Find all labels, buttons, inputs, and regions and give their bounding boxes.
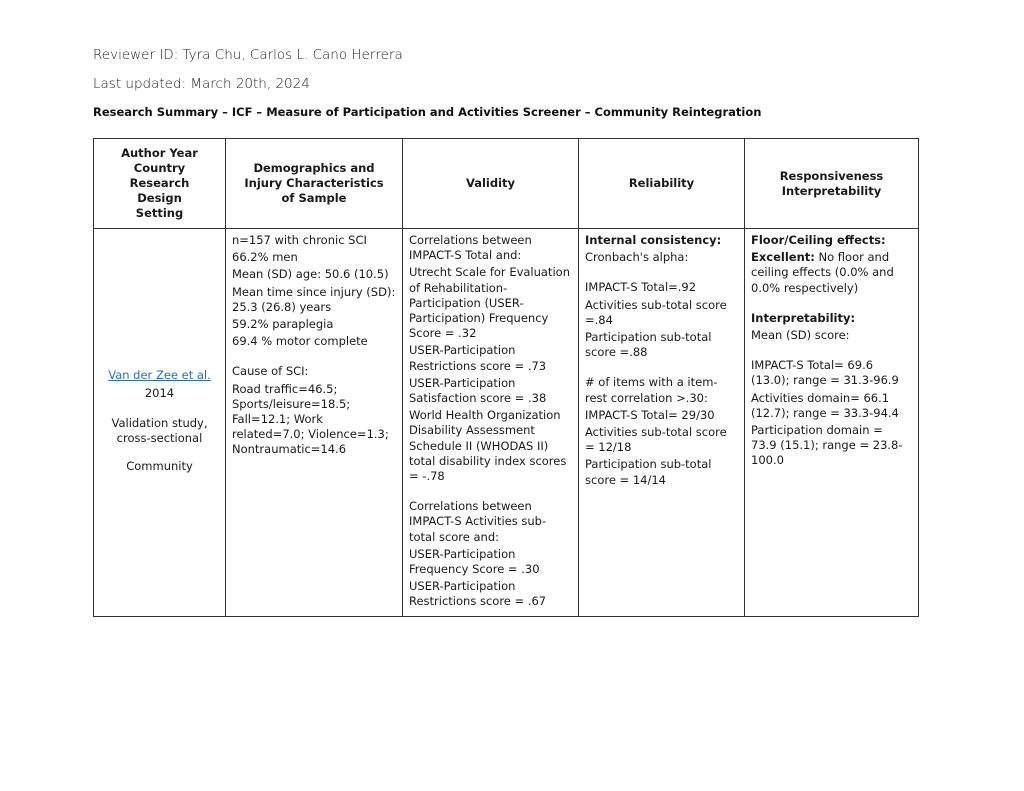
floor-ceiling-heading: Floor/Ceiling effects: <box>751 233 886 247</box>
item-rest-activities: Activities sub-total score = 12/18 <box>585 425 727 455</box>
item-rest-total: IMPACT-S Total= 29/30 <box>585 407 715 422</box>
reliability-heading: Internal consistency: <box>585 233 722 247</box>
reliability-total: IMPACT-S Total=.92 <box>585 280 697 295</box>
header-validity-line: Validity <box>465 176 516 190</box>
research-summary-table <box>93 138 919 617</box>
validity-intro: Correlations between IMPACT-S Activities sub-total score and: <box>409 499 547 544</box>
sample-size: n=157 with chronic SCI <box>232 233 367 247</box>
study-link[interactable]: Van der Zee et al. <box>108 368 211 383</box>
header-reliability-line: Reliability <box>628 176 695 190</box>
header-design-line: Design <box>137 191 182 205</box>
study-design <box>100 416 219 446</box>
header-sample-line: of Sample <box>281 191 347 205</box>
header-demographics-line: Demographics and <box>253 161 375 175</box>
study-design-line: Validation study, <box>111 415 208 430</box>
table-header-row <box>94 139 919 229</box>
validity-item: USER-Participation Satisfaction score = .38 <box>409 375 547 406</box>
excellent-label: Excellent: <box>751 250 815 265</box>
header-interpretability-line: Interpretability <box>781 183 882 198</box>
mean-age: Mean (SD) age: 50.6 (10.5) <box>232 267 389 282</box>
motor-complete-percent: 69.4 % motor complete <box>232 334 368 349</box>
interp-activities: Activities domain= 66.1 (12.7); range = 33.3-94.4 <box>751 390 899 420</box>
reviewer-id: Reviewer ID: Tyra Chu, Carlos L. Cano Herrera <box>93 47 403 63</box>
last-updated: Last updated: March 20th, 2024 <box>93 76 310 92</box>
responsiveness-cell <box>745 229 919 617</box>
item-rest-participation: Participation sub-total score = 14/14 <box>585 457 712 487</box>
validity-item: World Health Organization Disability Assessment Schedule II (WHODAS II) total disability index scores = -.78 <box>409 408 567 484</box>
validity-item: USER-Participation Frequency Score = .30 <box>409 546 540 577</box>
reliability-participation: Participation sub-total score =.88 <box>585 330 712 360</box>
item-rest-intro: # of items with a item-rest correlation >.30: <box>585 375 718 405</box>
reliability-cell <box>579 229 745 617</box>
time-since-injury: Mean time since injury (SD): 25.3 (26.8) years <box>232 284 396 314</box>
demographics-cell <box>226 229 403 617</box>
validity-cell <box>403 229 579 617</box>
table-row <box>94 229 919 617</box>
interp-participation: Participation domain = 73.9 (15.1); range = 23.8-100.0 <box>751 423 903 468</box>
percent-men: 66.2% men <box>232 250 298 265</box>
header-author <box>94 139 226 229</box>
floor-ceiling-result <box>751 250 912 296</box>
study-year: 2014 <box>144 385 175 400</box>
mean-score-label: Mean (SD) score: <box>751 328 850 343</box>
cause-list: Road traffic=46.5; Sports/leisure=18.5; Fall=12.1; Work related=7.0; Violence=1.3; Nontraumatic=14.6 <box>232 381 389 457</box>
header-country-line: Country <box>133 161 186 175</box>
header-author-line: Author Year <box>121 146 198 160</box>
author-cell <box>94 229 226 617</box>
cause-heading: Cause of SCI: <box>232 364 309 379</box>
validity-item: Utrecht Scale for Evaluation of Rehabilitation-Participation (USER-Participation) Frequency Score = .32 <box>409 265 570 341</box>
validity-item: USER-Participation Restrictions score = .67 <box>409 579 547 609</box>
header-setting-line: Setting <box>135 206 184 220</box>
header-responsiveness <box>745 139 919 229</box>
study-setting: Community <box>126 459 193 474</box>
study-design-line: cross-sectional <box>116 430 203 445</box>
reliability-activities: Activities sub-total score =.84 <box>585 297 727 327</box>
interpretability-heading: Interpretability: <box>751 310 856 325</box>
header-responsiveness-line: Responsiveness <box>779 168 884 183</box>
validity-item: USER-Participation Restrictions score = .73 <box>409 343 547 373</box>
header-research-line: Research <box>129 176 190 190</box>
document-title: Research Summary – ICF – Measure of Participation and Activities Screener – Community Reintegration <box>93 105 762 119</box>
header-validity <box>403 139 579 229</box>
interp-total: IMPACT-S Total= 69.6 (13.0); range = 31.3-96.9 <box>751 358 899 388</box>
header-injury-line: Injury Characteristics <box>244 176 384 190</box>
validity-intro: Correlations between IMPACT-S Total and: <box>409 233 532 263</box>
reliability-alpha-label: Cronbach's alpha: <box>585 250 689 265</box>
paraplegia-percent: 59.2% paraplegia <box>232 317 334 332</box>
header-demographics <box>226 139 403 229</box>
header-reliability <box>579 139 745 229</box>
excellent-text: No floor and ceiling effects (0.0% and 0.0% respectively) <box>751 250 894 295</box>
